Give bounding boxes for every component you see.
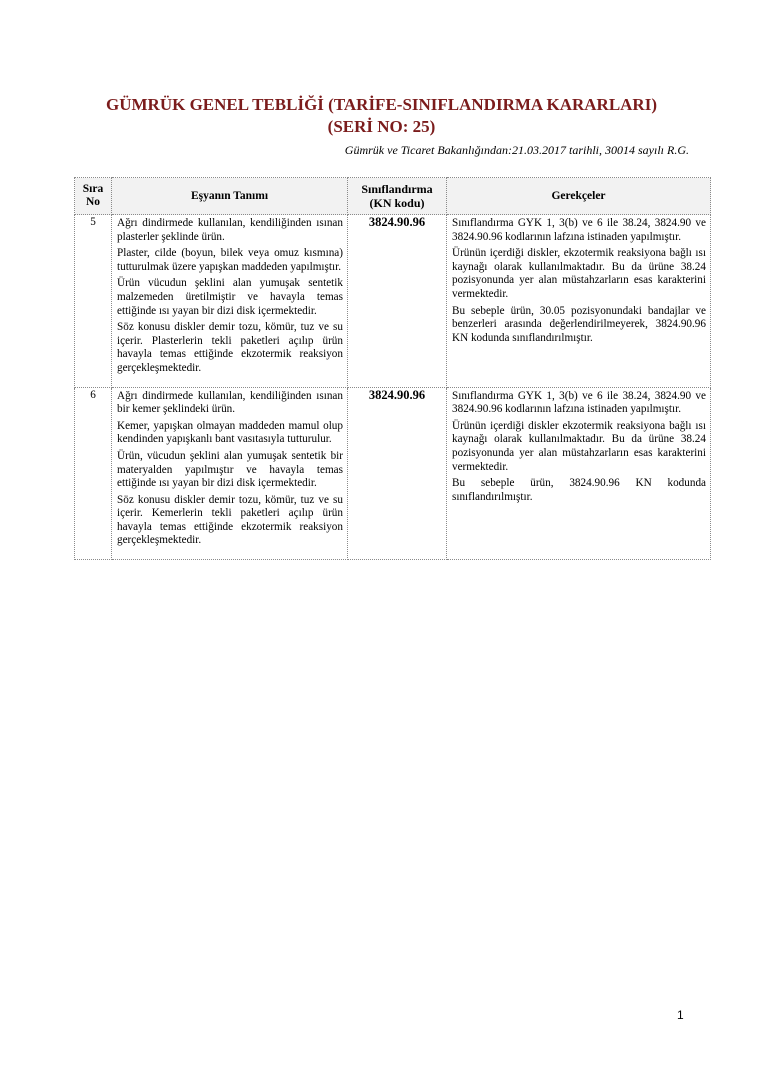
row-number: 6	[75, 387, 112, 560]
description-paragraph: Ürün, vücudun şeklini alan yumuşak sentetik bir materyalden yapılmıştır ve havayla temas ettiğinde ısı yayan bir dizi disk içermektedir.	[117, 449, 343, 490]
reason-paragraph: Ürünün içerdiği diskler, ekzotermik reaksiyona bağlı ısı kaynağı olarak kullanılmaktadır. Bu da ürüne 38.24 pozisyonunda yer alan müstahzarların esas karakterini vermektedir.	[452, 247, 706, 300]
header-esyanin-tanimi: Eşyanın Tanımı	[112, 178, 348, 215]
item-description	[112, 387, 348, 560]
page-number: 1	[677, 1008, 684, 1022]
description-paragraph: Plaster, cilde (boyun, bilek veya omuz kısmına) tutturulmak üzere yapışkan maddeden yapılmıştır.	[117, 247, 343, 273]
header-siniflandirma-line2: (KN kodu)	[369, 196, 425, 210]
publication-source: Gümrük ve Ticaret Bakanlığından:21.03.2017 tarihli, 30014 sayılı R.G.	[344, 143, 689, 157]
reason-paragraph: Ürünün içerdiği diskler ekzotermik reaksiyona bağlı ısı kaynağı olarak kullanılmaktadır. Bu da ürüne 38.24 pozisyonunda yer alan müstahzarların esas karakterini vermektedir.	[452, 419, 706, 473]
header-siniflandirma	[348, 178, 447, 215]
reason-paragraph: Bu sebeple ürün, 30.05 pozisyonundaki bandajlar ve benzerleri arasında değerlendirilmeyerek, 3824.90.96 KN kodunda sınıflandırılmıştır.	[452, 304, 706, 344]
table-header-row	[75, 178, 711, 215]
item-description	[112, 215, 348, 388]
description-paragraph: Söz konusu diskler demir tozu, kömür, tuz ve su içerir. Kemerlerin tekli paketleri açılıp ürün havayla temas ettiğinde ekzotermik reaksiyon gerçekleşmektedir.	[117, 493, 343, 547]
description-paragraph: Kemer, yapışkan olmayan maddeden mamul olup kendinden yapışkanlı bant vasıtasıyla tutturulur.	[117, 419, 343, 446]
reason-paragraph: Sınıflandırma GYK 1, 3(b) ve 6 ile 38.24, 3824.90 ve 3824.90.96 kodlarının lafzına istinaden yapılmıştır.	[452, 389, 706, 416]
description-paragraph: Söz konusu diskler demir tozu, kömür, tuz ve su içerir. Plasterlerin tekli paketleri açılıp ürün havayla temas ettiğinde ekzotermik reaksiyon gerçekleşmektedir.	[117, 321, 343, 374]
reason-paragraph: Sınıflandırma GYK 1, 3(b) ve 6 ile 38.24, 3824.90 ve 3824.90.96 kodlarının lafzına istinaden yapılmıştır.	[452, 217, 706, 243]
kn-code: 3824.90.96	[348, 387, 447, 560]
kn-code: 3824.90.96	[348, 215, 447, 388]
row-number: 5	[75, 215, 112, 388]
document-title: GÜMRÜK GENEL TEBLİĞİ (TARİFE-SINIFLANDIRMA KARARLARI)	[106, 95, 657, 114]
classification-reasons	[447, 387, 711, 560]
classification-reasons	[447, 215, 711, 388]
description-paragraph: Ağrı dindirmede kullanılan, kendiliğinden ısınan bir kemer şeklindeki ürün.	[117, 389, 343, 416]
table-row	[75, 387, 711, 560]
header-gerekceler: Gerekçeler	[447, 178, 711, 215]
classification-table	[74, 177, 711, 560]
header-siniflandirma-line1: Sınıflandırma	[361, 182, 433, 196]
document-series-number: (SERİ NO: 25)	[327, 117, 436, 136]
reason-paragraph: Bu sebeple ürün, 3824.90.96 KN kodunda sınıflandırılmıştır.	[452, 477, 706, 503]
table-row	[75, 215, 711, 388]
description-paragraph: Ürün vücudun şeklini alan yumuşak sentetik malzemeden üretilmiştir ve havayla temas ettiğinde ısı yayan bir dizi disk içermektedir.	[117, 277, 343, 317]
description-paragraph: Ağrı dindirmede kullanılan, kendiliğinden ısınan plasterler şeklinde ürün.	[117, 217, 343, 243]
header-sira-no: Sıra No	[75, 178, 112, 215]
